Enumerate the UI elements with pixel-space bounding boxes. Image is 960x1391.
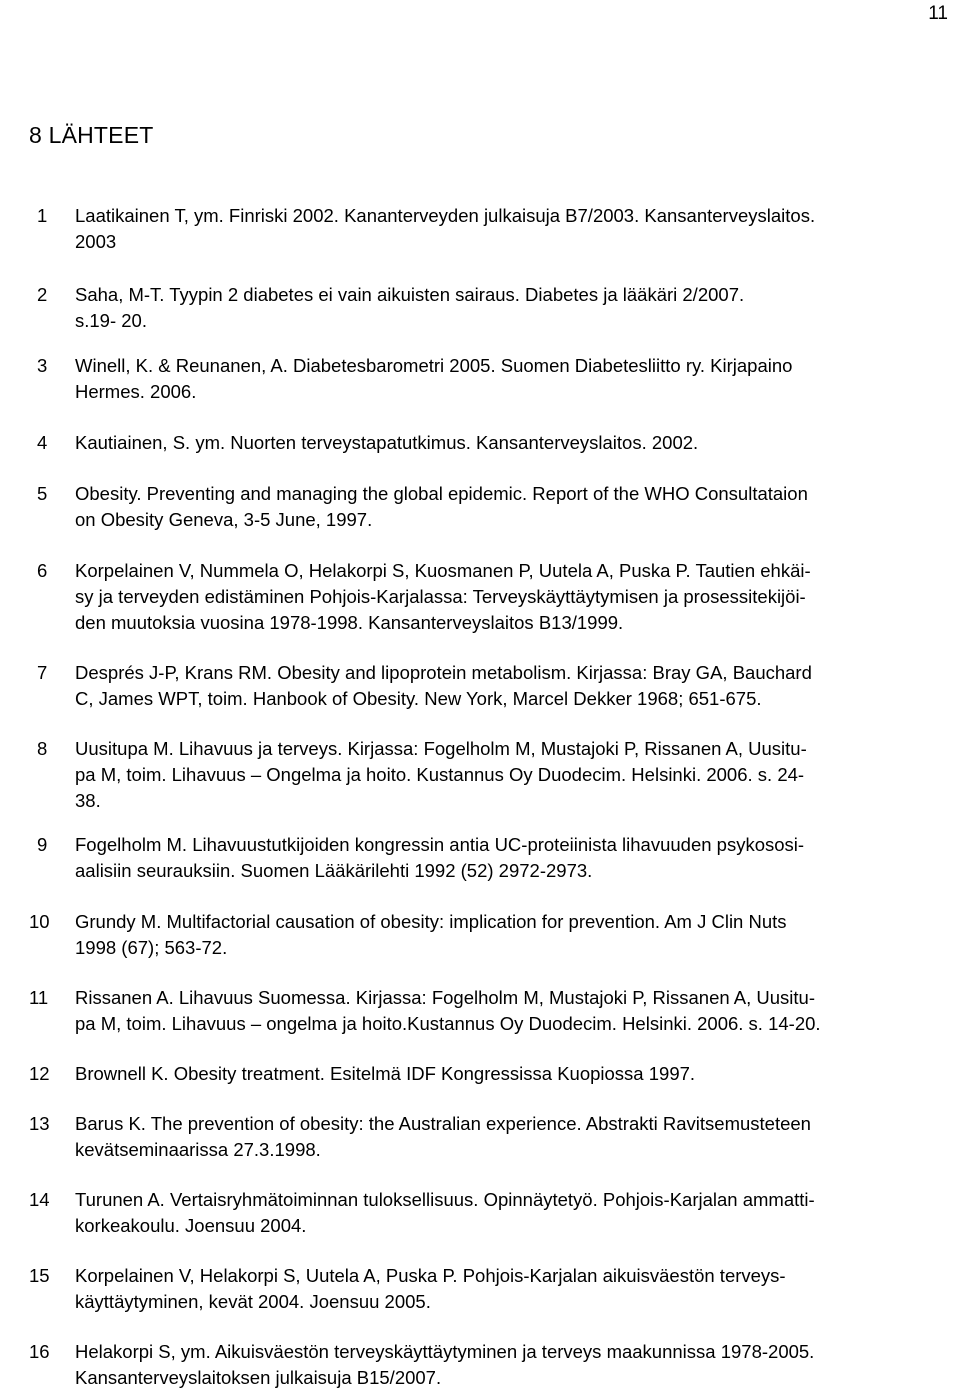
reference-number: 9 bbox=[37, 834, 48, 855]
reference-text-line: Korpelainen V, Nummela O, Helakorpi S, Kuosmanen P, Uutela A, Puska P. Tautien ehkäi- bbox=[75, 560, 811, 581]
reference-text-line: on Obesity Geneva, 3-5 June, 1997. bbox=[75, 509, 373, 530]
reference-text-line: Grundy M. Multifactorial causation of obesity: implication for prevention. Am J Clin Nuts bbox=[75, 911, 787, 932]
reference-text-line: Fogelholm M. Lihavuustutkijoiden kongressin antia UC-proteiinista lihavuuden psykososi- bbox=[75, 834, 805, 855]
reference-number: 16 bbox=[29, 1341, 50, 1362]
reference-text-line: korkeakoulu. Joensuu 2004. bbox=[75, 1215, 307, 1236]
reference-number: 12 bbox=[29, 1063, 50, 1084]
reference-text-line: Obesity. Preventing and managing the global epidemic. Report of the WHO Consultataion bbox=[75, 483, 808, 504]
reference-text-line: den muutoksia vuosina 1978-1998. Kansanterveyslaitos B13/1999. bbox=[75, 612, 624, 633]
reference-text-line: C, James WPT, toim. Hanbook of Obesity. New York, Marcel Dekker 1968; 651-675. bbox=[75, 688, 762, 709]
reference-number: 15 bbox=[29, 1265, 50, 1286]
reference-text-line: Brownell K. Obesity treatment. Esitelmä IDF Kongressissa Kuopiossa 1997. bbox=[75, 1063, 696, 1084]
reference-text-line: Kautiainen, S. ym. Nuorten terveystapatutkimus. Kansanterveyslaitos. 2002. bbox=[75, 432, 699, 453]
reference-text-line: Saha, M-T. Tyypin 2 diabetes ei vain aikuisten sairaus. Diabetes ja lääkäri 2/2007. bbox=[75, 284, 745, 305]
reference-text-line: 1998 (67); 563-72. bbox=[75, 937, 228, 958]
reference-text-line: Hermes. 2006. bbox=[75, 381, 197, 402]
page-number: 11 bbox=[928, 3, 948, 24]
reference-number: 1 bbox=[37, 205, 48, 226]
reference-text-line: Winell, K. & Reunanen, A. Diabetesbarometri 2005. Suomen Diabetesliitto ry. Kirjapaino bbox=[75, 355, 793, 376]
reference-text-line: Turunen A. Vertaisryhmätoiminnan tuloksellisuus. Opinnäytetyö. Pohjois-Karjalan ammatti- bbox=[75, 1189, 815, 1210]
reference-number: 4 bbox=[37, 432, 48, 453]
reference-text-line: Barus K. The prevention of obesity: the Australian experience. Abstrakti Ravitsemusteteen bbox=[75, 1113, 811, 1134]
reference-text-line: kevätseminaarissa 27.3.1998. bbox=[75, 1139, 321, 1160]
reference-text-line: käyttäytyminen, kevät 2004. Joensuu 2005. bbox=[75, 1291, 431, 1312]
reference-text-line: aalisiin seurauksiin. Suomen Lääkärilehti 1992 (52) 2972-2973. bbox=[75, 860, 593, 881]
section-heading: 8 LÄHTEET bbox=[29, 122, 154, 148]
reference-number: 10 bbox=[29, 911, 50, 932]
reference-number: 11 bbox=[29, 987, 49, 1008]
reference-number: 14 bbox=[29, 1189, 50, 1210]
reference-text-line: Laatikainen T, ym. Finriski 2002. Kananterveyden julkaisuja B7/2003. Kansanterveyslaitos. bbox=[75, 205, 816, 226]
reference-text-line: Helakorpi S, ym. Aikuisväestön terveyskäyttäytyminen ja terveys maakunnissa 1978-2005. bbox=[75, 1341, 815, 1362]
reference-text-line: 2003 bbox=[75, 231, 117, 252]
reference-text-line: 38. bbox=[75, 790, 101, 811]
reference-number: 5 bbox=[37, 483, 48, 504]
reference-text-line: pa M, toim. Lihavuus – ongelma ja hoito.Kustannus Oy Duodecim. Helsinki. 2006. s. 14-20. bbox=[75, 1013, 821, 1034]
reference-number: 8 bbox=[37, 738, 48, 759]
reference-text-line: Rissanen A. Lihavuus Suomessa. Kirjassa: Fogelholm M, Mustajoki P, Rissanen A, Uusitu- bbox=[75, 987, 815, 1008]
reference-number: 6 bbox=[37, 560, 48, 581]
reference-number: 3 bbox=[37, 355, 48, 376]
reference-text-line: sy ja terveyden edistäminen Pohjois-Karjalassa: Terveyskäyttäytymisen ja prosessitekijöi- bbox=[75, 586, 806, 607]
reference-text-line: s.19- 20. bbox=[75, 310, 147, 331]
reference-text-line: pa M, toim. Lihavuus – Ongelma ja hoito. Kustannus Oy Duodecim. Helsinki. 2006. s. 24- bbox=[75, 764, 805, 785]
reference-number: 13 bbox=[29, 1113, 50, 1134]
reference-text-line: Uusitupa M. Lihavuus ja terveys. Kirjassa: Fogelholm M, Mustajoki P, Rissanen A, Uusitu- bbox=[75, 738, 807, 759]
reference-number: 7 bbox=[37, 662, 48, 683]
reference-text-line: Korpelainen V, Helakorpi S, Uutela A, Puska P. Pohjois-Karjalan aikuisväestön terveys- bbox=[75, 1265, 786, 1286]
reference-text-line: Kansanterveyslaitoksen julkaisuja B15/2007. bbox=[75, 1367, 442, 1388]
reference-text-line: Després J-P, Krans RM. Obesity and lipoprotein metabolism. Kirjassa: Bray GA, Bauchard bbox=[75, 662, 812, 683]
reference-number: 2 bbox=[37, 284, 48, 305]
